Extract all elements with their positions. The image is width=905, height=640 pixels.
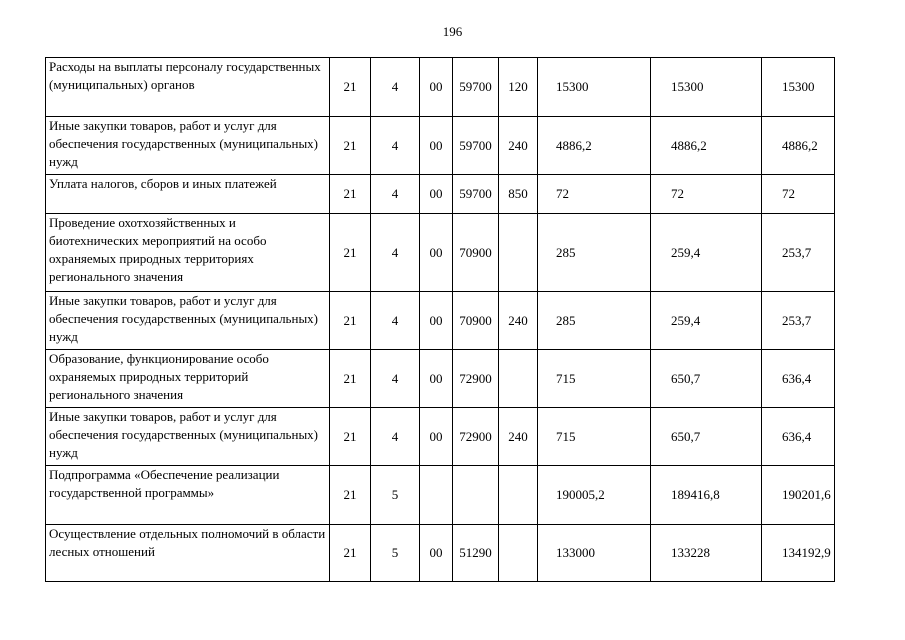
amount-cell: 134192,9 bbox=[762, 525, 835, 582]
amount-cell: 650,7 bbox=[651, 408, 762, 466]
table-row bbox=[46, 58, 835, 117]
amount-cell: 190005,2 bbox=[538, 466, 651, 525]
table-row bbox=[46, 408, 835, 466]
amount-cell: 253,7 bbox=[762, 214, 835, 292]
code-cell: 850 bbox=[499, 175, 538, 214]
row-name-cell: Подпрограмма «Обеспечение реализации государственной программы» bbox=[46, 466, 330, 525]
amount-cell: 636,4 bbox=[762, 408, 835, 466]
budget-table bbox=[45, 57, 835, 582]
code-cell bbox=[420, 466, 453, 525]
amount-cell: 72 bbox=[762, 175, 835, 214]
code-cell bbox=[499, 525, 538, 582]
row-name-cell: Образование, функционирование особо охраняемых природных территорий регионального значения bbox=[46, 350, 330, 408]
page-number: 196 bbox=[442, 24, 463, 39]
code-cell bbox=[453, 466, 499, 525]
amount-cell: 285 bbox=[538, 292, 651, 350]
code-cell: 70900 bbox=[453, 214, 499, 292]
amount-cell: 650,7 bbox=[651, 350, 762, 408]
amount-cell: 285 bbox=[538, 214, 651, 292]
code-cell: 59700 bbox=[453, 117, 499, 175]
code-cell: 72900 bbox=[453, 350, 499, 408]
code-cell: 4 bbox=[371, 292, 420, 350]
code-cell: 21 bbox=[330, 175, 371, 214]
code-cell: 59700 bbox=[453, 175, 499, 214]
code-cell: 4 bbox=[371, 58, 420, 117]
code-cell: 240 bbox=[499, 408, 538, 466]
row-name-cell: Иные закупки товаров, работ и услуг для обеспечения государственных (муниципальных) нужд bbox=[46, 117, 330, 175]
amount-cell: 15300 bbox=[762, 58, 835, 117]
amount-cell: 715 bbox=[538, 350, 651, 408]
amount-cell: 4886,2 bbox=[762, 117, 835, 175]
code-cell: 00 bbox=[420, 292, 453, 350]
code-cell: 00 bbox=[420, 408, 453, 466]
amount-cell: 636,4 bbox=[762, 350, 835, 408]
amount-cell: 189416,8 bbox=[651, 466, 762, 525]
amount-cell: 715 bbox=[538, 408, 651, 466]
code-cell: 70900 bbox=[453, 292, 499, 350]
code-cell bbox=[499, 350, 538, 408]
code-cell: 5 bbox=[371, 525, 420, 582]
table-row bbox=[46, 350, 835, 408]
table-row bbox=[46, 525, 835, 582]
amount-cell: 72 bbox=[538, 175, 651, 214]
code-cell: 72900 bbox=[453, 408, 499, 466]
code-cell: 21 bbox=[330, 350, 371, 408]
code-cell: 51290 bbox=[453, 525, 499, 582]
code-cell: 120 bbox=[499, 58, 538, 117]
amount-cell: 15300 bbox=[538, 58, 651, 117]
code-cell: 00 bbox=[420, 214, 453, 292]
row-name-cell: Расходы на выплаты персоналу государственных (муниципальных) органов bbox=[46, 58, 330, 117]
code-cell bbox=[499, 466, 538, 525]
code-cell: 21 bbox=[330, 408, 371, 466]
code-cell: 21 bbox=[330, 292, 371, 350]
amount-cell: 4886,2 bbox=[538, 117, 651, 175]
amount-cell: 133000 bbox=[538, 525, 651, 582]
code-cell: 59700 bbox=[453, 58, 499, 117]
amount-cell: 253,7 bbox=[762, 292, 835, 350]
code-cell: 4 bbox=[371, 350, 420, 408]
code-cell: 4 bbox=[371, 408, 420, 466]
code-cell: 21 bbox=[330, 466, 371, 525]
code-cell: 4 bbox=[371, 117, 420, 175]
table-row bbox=[46, 466, 835, 525]
amount-cell: 259,4 bbox=[651, 292, 762, 350]
code-cell: 21 bbox=[330, 58, 371, 117]
amount-cell: 190201,6 bbox=[762, 466, 835, 525]
code-cell: 00 bbox=[420, 58, 453, 117]
amount-cell: 72 bbox=[651, 175, 762, 214]
amount-cell: 4886,2 bbox=[651, 117, 762, 175]
row-name-cell: Иные закупки товаров, работ и услуг для обеспечения государственных (муниципальных) нужд bbox=[46, 408, 330, 466]
code-cell: 5 bbox=[371, 466, 420, 525]
table-row bbox=[46, 292, 835, 350]
code-cell: 00 bbox=[420, 175, 453, 214]
code-cell bbox=[499, 214, 538, 292]
amount-cell: 259,4 bbox=[651, 214, 762, 292]
row-name-cell: Проведение охотхозяйственных и биотехнических мероприятий на особо охраняемых природных территориях регионального значения bbox=[46, 214, 330, 292]
table-row bbox=[46, 117, 835, 175]
code-cell: 21 bbox=[330, 214, 371, 292]
code-cell: 240 bbox=[499, 117, 538, 175]
code-cell: 4 bbox=[371, 214, 420, 292]
table-row bbox=[46, 214, 835, 292]
table-row bbox=[46, 175, 835, 214]
code-cell: 21 bbox=[330, 525, 371, 582]
code-cell: 21 bbox=[330, 117, 371, 175]
code-cell: 4 bbox=[371, 175, 420, 214]
code-cell: 240 bbox=[499, 292, 538, 350]
code-cell: 00 bbox=[420, 525, 453, 582]
code-cell: 00 bbox=[420, 117, 453, 175]
row-name-cell: Иные закупки товаров, работ и услуг для обеспечения государственных (муниципальных) нужд bbox=[46, 292, 330, 350]
code-cell: 00 bbox=[420, 350, 453, 408]
amount-cell: 15300 bbox=[651, 58, 762, 117]
amount-cell: 133228 bbox=[651, 525, 762, 582]
row-name-cell: Осуществление отдельных полномочий в области лесных отношений bbox=[46, 525, 330, 582]
row-name-cell: Уплата налогов, сборов и иных платежей bbox=[46, 175, 330, 214]
